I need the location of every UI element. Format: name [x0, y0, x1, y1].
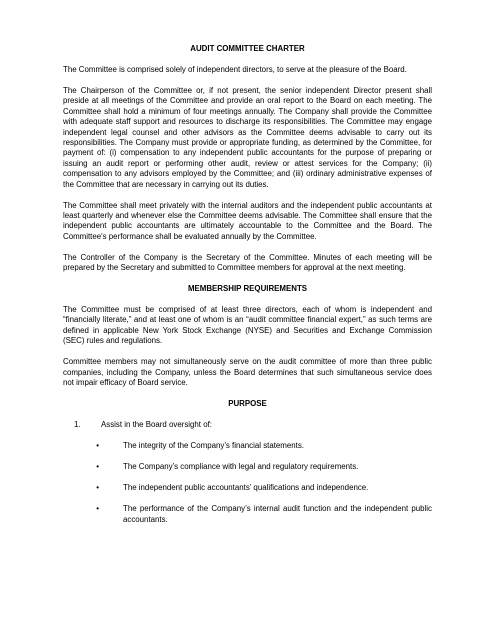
intro-paragraph-4: The Controller of the Company is the Secretary of the Committee. Minutes of each meeting will be prepared by the Secretary and submitted to Committee members for approval at the next meeting.: [63, 252, 432, 273]
item-text: Assist in the Board oversight of:: [101, 419, 212, 429]
item-number: 1.: [74, 419, 81, 429]
intro-paragraph-1: The Committee is comprised solely of independent directors, to serve at the pleasure of the Board.: [63, 64, 407, 74]
list-item: [63, 504, 432, 525]
purpose-bullet-list: [63, 441, 432, 525]
bullet-text: The performance of the Company’s internal audit function and the independent public accountants.: [123, 504, 432, 524]
intro-paragraph-2: The Chairperson of the Committee or, if not present, the senior independent Director present shall preside at all meetings of the Committee and provide an oral report to the Board on each meeting. The Committee shall hold a minimum of four meetings annually. The Company shall provide the Committee with adequate staff support and resources to discharge its responsibilities. The Committee may engage independent legal counsel and other advisors as the Committee deems advisable to carry out its responsibilities. The Company must provide or appropriate funding, as determined by the Committee, for payment of: (i) compensation to any independent public accountants for the purpose of preparing or issuing an audit report or performing other audit, review or attest services for the Company; (ii) compensation to any advisors employed by the Committee; and (iii) ordinary administrative expenses of the Committee that are necessary in carrying out its duties.: [63, 85, 432, 189]
bullet-icon: •: [96, 441, 99, 451]
document-title: AUDIT COMMITTEE CHARTER: [190, 44, 305, 53]
list-item: [63, 462, 432, 472]
purpose-item-1: [63, 420, 432, 430]
membership-paragraph-1: The Committee must be comprised of at least three directors, each of whom is independent and “financially literate,” and at least one of whom is an “audit committee financial expert,” as such terms are defined in applicable New York Stock Exchange (NYSE) and Securities and Exchange Commission (SEC) rules and regulations.: [63, 305, 432, 346]
bullet-icon: •: [96, 504, 99, 514]
list-item: [63, 483, 432, 493]
list-item: [63, 441, 432, 451]
bullet-icon: •: [96, 483, 99, 493]
intro-paragraph-3: The Committee shall meet privately with the internal auditors and the independent public accountants at least quarterly and whenever else the Committee deems advisable. The Committee shall ensure that the independent public accountants are ultimately accountable to the Committee and the Board. The Committee's performance shall be evaluated annually by the Committee.: [63, 200, 432, 241]
bullet-text: The integrity of the Company’s financial statements.: [123, 441, 304, 451]
bullet-icon: •: [96, 462, 99, 472]
bullet-text: The Company’s compliance with legal and regulatory requirements.: [123, 462, 359, 472]
bullet-text: The independent public accountants’ qualifications and independence.: [123, 483, 369, 493]
membership-heading: MEMBERSHIP REQUIREMENTS: [187, 284, 308, 294]
purpose-heading: PURPOSE: [228, 398, 267, 408]
membership-paragraph-2: Committee members may not simultaneously serve on the audit committee of more than three public companies, including the Company, unless the Board determines that such simultaneous service does not impair efficacy of Board service.: [63, 357, 432, 388]
